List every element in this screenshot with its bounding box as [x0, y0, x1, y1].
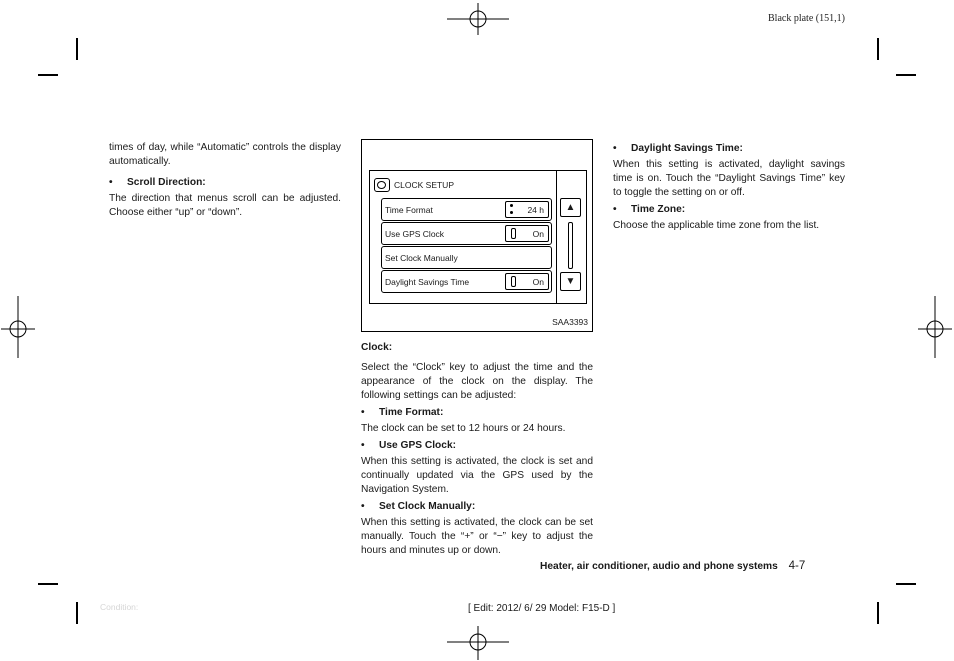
time-format-text: The clock can be set to 12 hours or 24 hours.: [361, 423, 566, 434]
clock-setup-figure: [361, 139, 593, 332]
use-gps-clock-key[interactable]: [381, 222, 552, 245]
tz-text: Choose the applicable time zone from the list.: [613, 220, 820, 231]
manual-title: Set Clock Manually:: [379, 501, 476, 512]
bullet-icon: •: [613, 204, 617, 215]
tz-title: Time Zone:: [631, 204, 686, 215]
scroll-direction-title: Scroll Direction:: [127, 177, 206, 188]
time-format-title: Time Format:: [379, 407, 444, 418]
registration-mark-left: [1, 296, 35, 358]
toggle-indicator-icon: [511, 228, 516, 239]
scroll-divider: [556, 171, 557, 303]
daylight-savings-time-value-text: On: [532, 276, 544, 287]
figure-id: SAA3393: [552, 317, 588, 327]
set-clock-manually-key[interactable]: [381, 246, 552, 269]
dst-heading: [613, 142, 845, 156]
registration-mark-bottom: [447, 626, 509, 660]
crop-mark: [38, 74, 58, 76]
scroll-down-button[interactable]: [560, 272, 581, 291]
manual-text: When this setting is activated, the clock can be set manually. Touch the “+” or “−” key to adjust the hours and minutes up or down.: [361, 517, 593, 556]
crop-mark: [896, 74, 916, 76]
screen-title: CLOCK SETUP: [394, 180, 454, 190]
daylight-savings-time-key[interactable]: [381, 270, 552, 293]
gps-heading: [361, 439, 593, 453]
daylight-savings-time-label: Daylight Savings Time: [385, 276, 470, 287]
gps-text: When this setting is activated, the clock is set and continually updated via the GPS used by the Navigation System.: [361, 456, 593, 495]
time-format-label: Time Format: [385, 204, 433, 215]
tz-heading: [613, 203, 845, 217]
time-format-key[interactable]: [381, 198, 552, 221]
clock-heading: Clock:: [361, 342, 393, 353]
crop-mark: [877, 38, 879, 60]
scroll-direction-heading: [109, 176, 341, 190]
dst-text: When this setting is activated, daylight savings time is on. Touch the “Daylight Savings Time” key to toggle the setting on or off.: [613, 159, 845, 198]
down-arrow-icon: ▼: [565, 276, 576, 287]
scrollbar-track[interactable]: [568, 222, 573, 269]
registration-mark-right: [918, 296, 952, 358]
daylight-savings-time-value: [505, 273, 549, 290]
time-format-value: [505, 201, 549, 218]
intro-text: times of day, while “Automatic” controls the display automatically.: [109, 142, 341, 167]
set-clock-manually-label: Set Clock Manually: [385, 252, 458, 263]
screen-header: [374, 176, 454, 194]
toggle-indicator-icon: [511, 276, 516, 287]
bullet-icon: •: [361, 501, 365, 512]
use-gps-clock-label: Use GPS Clock: [385, 228, 445, 239]
scroll-direction-text: The direction that menus scroll can be adjusted. Choose either “up” or “down”.: [109, 193, 341, 218]
crop-mark: [76, 38, 78, 60]
clock-text: Select the “Clock” key to adjust the time and the appearance of the clock on the display. The following settings can be adjusted:: [361, 362, 593, 401]
bullet-icon: •: [109, 177, 113, 188]
crop-mark: [76, 602, 78, 624]
registration-mark-top: [447, 3, 509, 35]
bullet-icon: •: [613, 143, 617, 154]
use-gps-clock-value: [505, 225, 549, 242]
left-column: [109, 141, 341, 220]
section-footer: [540, 560, 805, 572]
manual-heading: [361, 500, 593, 514]
use-gps-clock-value-text: On: [532, 228, 544, 239]
section-title: Heater, air conditioner, audio and phone systems: [540, 561, 778, 572]
bullet-icon: •: [361, 440, 365, 451]
crop-mark: [896, 583, 916, 585]
right-column: [613, 139, 845, 233]
scroll-up-button[interactable]: [560, 198, 581, 217]
crop-mark: [877, 602, 879, 624]
middle-column: [361, 341, 593, 558]
plate-label: Black plate (151,1): [768, 13, 845, 24]
gps-title: Use GPS Clock:: [379, 440, 456, 451]
dst-title: Daylight Savings Time:: [631, 143, 743, 154]
bullet-icon: •: [361, 407, 365, 418]
crop-mark: [38, 583, 58, 585]
page-number: 4-7: [788, 560, 806, 572]
clock-setup-icon: [374, 178, 390, 192]
up-arrow-icon: ▲: [565, 202, 576, 213]
edit-info: [ Edit: 2012/ 6/ 29 Model: F15-D ]: [468, 603, 616, 614]
time-format-heading: [361, 406, 593, 420]
adjust-dots-icon: [510, 204, 513, 215]
time-format-value-text: 24 h: [527, 204, 544, 215]
clock-setup-screen: [369, 170, 587, 304]
condition-label: Condition:: [100, 602, 139, 612]
